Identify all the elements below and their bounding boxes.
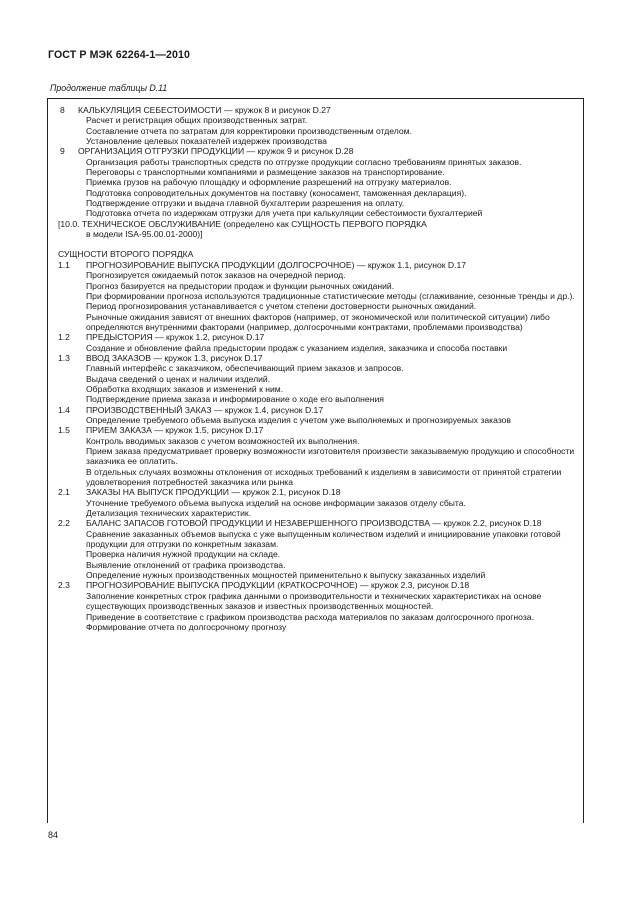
section-title: СУЩНОСТИ ВТОРОГО ПОРЯДКА: [58, 249, 194, 260]
note-10-line2: в модели ISA-95.00.01-2000)]: [86, 229, 203, 240]
entry-line: Рыночные ожидания зависят от внешних факторов (например, от экономической или политической ситуации) либо определяются внутренними факторами (например, долгосрочными контрактами, проблемами производства): [86, 311, 550, 332]
table-content: [48, 99, 583, 632]
entry-number: 1.3: [58, 352, 70, 363]
entry-number: 2.1: [58, 487, 70, 498]
entry-heading: ПРОИЗВОДСТВЕННЫЙ ЗАКАЗ — кружок 1.4, рисунок D.17: [86, 404, 324, 415]
table-caption: Продолжение таблицы D.11: [50, 83, 168, 93]
entry-line: Прогнозируется ожидаемый поток заказов на очередной период.: [86, 270, 346, 281]
entry-number: 2.2: [58, 518, 70, 529]
spacer: [58, 239, 577, 249]
entry-line: Определение требуемого объема выпуска изделия с учетом уже выполняемых и прогнозируемых заказов: [86, 414, 512, 425]
entry-number: 8: [60, 105, 65, 115]
entry-line: Создание и обновление файла предыстории продаж с указанием изделия, заказчика и способа поставки: [86, 342, 508, 353]
entry-heading: ЗАКАЗЫ НА ВЫПУСК ПРОДУКЦИИ — кружок 2.1, рисунок D.18: [86, 487, 341, 498]
entry-line: Проверка наличия нужной продукции на складе.: [86, 549, 281, 560]
entry-number: 2.3: [58, 580, 70, 591]
entry-line: Приведение в соответствие с графиком производства расхода материалов по заказам долгосрочного прогноза.: [86, 611, 534, 622]
entry-line: Выдача сведений о ценах и наличии изделий.: [86, 373, 271, 384]
document-header: ГОСТ Р МЭК 62264-1—2010: [48, 49, 191, 61]
entry-line: Главный интерфейс с заказчиком, обеспечивающий прием заказов и запросов.: [86, 363, 404, 374]
entry-line: Прием заказа предусматривает проверку возможности изготовителя произвести заказываемую продукцию и способности заказчика ее оплатить.: [86, 446, 575, 467]
entry-2-1: [58, 487, 577, 497]
entry-line: Формирование отчета по долгосрочному прогнозу: [86, 621, 287, 632]
entry-line: Переговоры с транспортными компаниями и размещение заказов на транспортирование.: [86, 167, 445, 178]
entry-heading: ПРОГНОЗИРОВАНИЕ ВЫПУСКА ПРОДУКЦИИ (КРАТКОСРОЧНОЕ) — кружок 2.3, рисунок D.18: [86, 580, 470, 591]
note-10-line1: [10.0. ТЕХНИЧЕСКОЕ ОБСЛУЖИВАНИЕ (определено как СУЩНОСТЬ ПЕРВОГО ПОРЯДКА: [58, 218, 427, 229]
entry-2-3: [58, 580, 577, 590]
entry-number: 9: [60, 146, 65, 157]
entry-heading: БАЛАНС ЗАПАСОВ ГОТОВОЙ ПРОДУКЦИИ И НЕЗАВЕРШЕННОГО ПРОИЗВОДСТВА — кружок 2.2, рисунок D.18: [86, 518, 542, 529]
entry-heading: ОРГАНИЗАЦИЯ ОТГРУЗКИ ПРОДУКЦИИ — кружок 9 и рисунок D.28: [78, 146, 354, 157]
entry-line: Детализация технических характеристик.: [86, 508, 252, 519]
entry-1-4: [58, 405, 577, 415]
entry-heading: ВВОД ЗАКАЗОВ — кружок 1.3, рисунок D.17: [86, 352, 263, 363]
table-frame: [47, 98, 584, 823]
entry-line: В отдельных случаях возможны отклонения от исходных требований к изделиям в зависимости от принятой стратегии удовлетворения потребностей заказчика или рынка: [86, 466, 562, 488]
entry-number: 1.4: [58, 404, 70, 415]
entry-heading: КАЛЬКУЛЯЦИЯ СЕБЕСТОИМОСТИ — кружок 8 и рисунок D.27: [78, 105, 331, 115]
entry-2-2: [58, 518, 577, 528]
entry-line: Составление отчета по затратам для корректировки производственным отделом.: [86, 125, 412, 136]
entry-line: Прогноз базируется на предыстории продаж и функции рыночных ожиданий.: [86, 280, 395, 291]
entry-heading: ПРИЕМ ЗАКАЗА — кружок 1.5, рисунок D.17: [86, 425, 264, 436]
entry-line: Расчет и регистрация общих производственных затрат.: [86, 115, 308, 126]
entry-line: Подготовка отчета по издержкам отгрузки для учета при калькуляции себестоимости бухгалтерией: [86, 208, 483, 219]
entry-9: [58, 146, 577, 156]
entry-line: Приемка грузов на рабочую площадку и оформление разрешений на отгрузку материалов.: [86, 177, 452, 188]
entry-line: Организация работы транспортных средств по отгрузке продукции согласно требованиям принятых заказов.: [86, 156, 522, 167]
entry-number: 1.2: [58, 332, 70, 343]
entry-line: Сравнение заказанных объемов выпуска с уже выпущенным количеством изделий и инициирование упаковки готовой продукции для отгрузки по конкретным заказам.: [86, 528, 561, 550]
entry-8: [58, 105, 577, 115]
entry-line: Заполнение конкретных строк графика данными о производительности и технических характеристиках на основе существующих производственных заказов и известных производственных мощностей.: [86, 590, 542, 612]
entry-line: Выявление отклонений от графика производства.: [86, 559, 286, 570]
entry-line: Подтверждение приема заказа и информирование о ходе его выполнения: [86, 394, 384, 405]
entry-line: Обработка входящих заказов и изменений к ним.: [86, 383, 284, 394]
entry-line: Уточнение требуемого объема выпуска изделий на основе информации заказов отделу сбыта.: [86, 497, 466, 508]
entry-1-2: [58, 332, 577, 342]
entry-heading: ПРОГНОЗИРОВАНИЕ ВЫПУСКА ПРОДУКЦИИ (ДОЛГОСРОЧНОЕ) — кружок 1.1, рисунок D.17: [86, 259, 467, 270]
entry-line: Подтверждение отгрузки и выдача главной бухгалтерии разрешения на оплату.: [86, 198, 405, 209]
entry-1-1: [58, 260, 577, 270]
entry-line: Подготовка сопроводительных документов на поставку (коносамент, таможенная декларация).: [86, 187, 467, 198]
page-number: 84: [48, 830, 59, 840]
entry-line: Установление целевых показателей издержек производства: [86, 136, 327, 147]
entry-line: При формировании прогноза используются традиционные статистические методы (сглаживание, сезонные тренды и др.).: [86, 290, 575, 301]
entry-heading: ПРЕДЫСТОРИЯ — кружок 1.2, рисунок D.17: [86, 332, 265, 343]
entry-number: 1.1: [58, 259, 70, 270]
entry-line: Определение нужных производственных мощностей применительно к выпуску заказанных изделий: [86, 570, 486, 581]
entry-1-3: [58, 353, 577, 363]
entry-line: Контроль вводимых заказов с учетом возможностей их выполнения.: [86, 435, 360, 446]
entry-1-5: [58, 425, 577, 435]
entry-number: 1.5: [58, 425, 70, 436]
entry-line: Период прогнозирования устанавливается с учетом степени достоверности рыночных ожиданий.: [86, 301, 477, 312]
